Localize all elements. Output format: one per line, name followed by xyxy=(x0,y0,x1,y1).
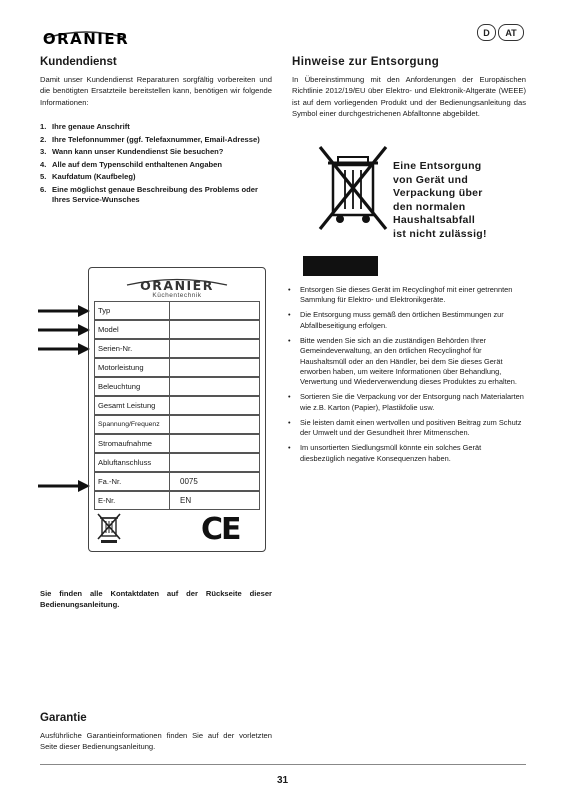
list-item: • Entsorgen Sie dieses Gerät im Recyclinghof mit einer getrennten Sammlung für Elektro- und Elektronikgeräte. xyxy=(288,285,513,305)
garantie-section xyxy=(40,712,272,753)
list-item: 2. Ihre Telefonnummer (ggf. Telefaxnummer, Email-Adresse) xyxy=(40,134,260,144)
footer-divider xyxy=(40,764,526,765)
garantie-text: Ausführliche Garantieinformationen finden Sie auf der vorletzten Seite dieser Bedienungsanleitung. xyxy=(40,731,272,752)
arrow-fa-nr-icon xyxy=(38,479,90,491)
plate-row: Stromaufnahme xyxy=(94,434,260,453)
plate-row: Fa.-Nr. 0075 xyxy=(94,472,260,491)
entsorgung-title: Hinweise zur Entsorgung xyxy=(292,56,440,68)
plate-row: Motorleistung xyxy=(94,358,260,377)
brand-logo xyxy=(42,24,130,46)
list-item: 3. Wann kann unser Kundendienst Sie besuchen? xyxy=(40,147,224,157)
ce-mark: CE xyxy=(201,512,240,547)
contact-note: Sie finden alle Kontaktdaten auf der Rückseite dieser Bedienungsanleitung. xyxy=(40,589,272,609)
svg-text:ORANIER: ORANIER xyxy=(140,278,214,293)
page-number: 31 xyxy=(276,775,289,786)
list-item: • Bitte wenden Sie sich an die zuständigen Behörden Ihrer Gemeindeverwaltung, an den örtlichen Recyclinghof für Haushaltsmüll oder an den Händler, bei dem Sie dieses Gerät erworben haben, um weitere Informationen über Behandlung, Verwertung und Wiederverwendung dieses Produktes zu erhalten. xyxy=(288,335,517,387)
crossed-bin-icon xyxy=(318,143,388,240)
list-item: • Die Entsorgung muss gemäß den örtlichen Bestimmungen zur Abfallbeseitigung erfolgen. xyxy=(288,310,504,330)
list-item: 1. Ihre genaue Anschrift xyxy=(40,122,130,132)
country-badge-at: AT xyxy=(498,24,524,41)
requirements-list xyxy=(40,122,272,206)
entsorgung-section xyxy=(292,56,526,120)
entsorgung-intro: In Übereinstimmung mit den Anforderungen der Europäischen Richtlinie 2012/19/EU über Elektro- und Elektronik-Altgeräte (WEEE) ist auf dem vorliegenden Produkt und der Bedienungsanleitung das Symbol einer durchgestrichenen Abfalltonne abgebildet. xyxy=(292,75,526,119)
arrow-model-icon xyxy=(38,323,90,335)
svg-text:ORANIER: ORANIER xyxy=(42,30,130,46)
kundendienst-intro: Damit unser Kundendienst Reparaturen sorgfältig vorbereiten und die benötigten Ersatzteile bereitstellen kann, benötigen wir folgende Informationen: xyxy=(40,75,272,107)
plate-row: Serien-Nr. xyxy=(94,339,260,358)
list-item: 5. Kaufdatum (Kaufbeleg) xyxy=(40,172,136,182)
weee-bin-icon xyxy=(97,513,121,548)
list-item: 6. Eine möglichst genaue Beschreibung des Problems oder Ihres Service-Wunsches xyxy=(40,184,258,205)
disposal-list xyxy=(288,285,526,469)
garantie-title: Garantie xyxy=(40,712,87,724)
plate-row: Model xyxy=(94,320,260,339)
plate-row: E-Nr. EN xyxy=(94,491,260,510)
plate-row: Abluftanschluss xyxy=(94,453,260,472)
list-item: • Sie leisten damit einen wertvollen und positiven Beitrag zum Schutz der Umwelt und der Gesundheit Ihrer Mitmenschen. xyxy=(288,417,522,438)
disposal-warning: Eine Entsorgung von Gerät und Verpackung über den normalen Haushaltsabfall ist nicht zulässig! xyxy=(393,160,487,240)
type-plate xyxy=(88,267,266,552)
arrow-serien-icon xyxy=(38,342,90,354)
plate-subtitle: Küchentechnik xyxy=(152,292,202,299)
country-badge-d: D xyxy=(477,24,496,41)
plate-row: Beleuchtung xyxy=(94,377,260,396)
list-item: • Sortieren Sie die Verpackung vor der Entsorgung nach Materialarten wie z.B. Karton (Papier), Plastikfolie usw. xyxy=(288,392,524,412)
plate-row: Gesamt Leistung xyxy=(94,396,260,415)
arrow-typ-icon xyxy=(38,304,90,316)
plate-row: Spannung/Frequenz xyxy=(94,415,260,434)
list-item: 4. Alle auf dem Typenschild enthaltenen Angaben xyxy=(40,159,223,169)
list-item: • Im unsortierten Siedlungsmüll könnte ein solches Gerät diesbezüglich negative Konsequenzen haben. xyxy=(288,443,482,463)
kundendienst-section xyxy=(40,56,272,206)
black-bar xyxy=(303,256,378,276)
plate-row: Typ xyxy=(94,301,260,320)
kundendienst-title: Kundendienst xyxy=(40,56,117,68)
